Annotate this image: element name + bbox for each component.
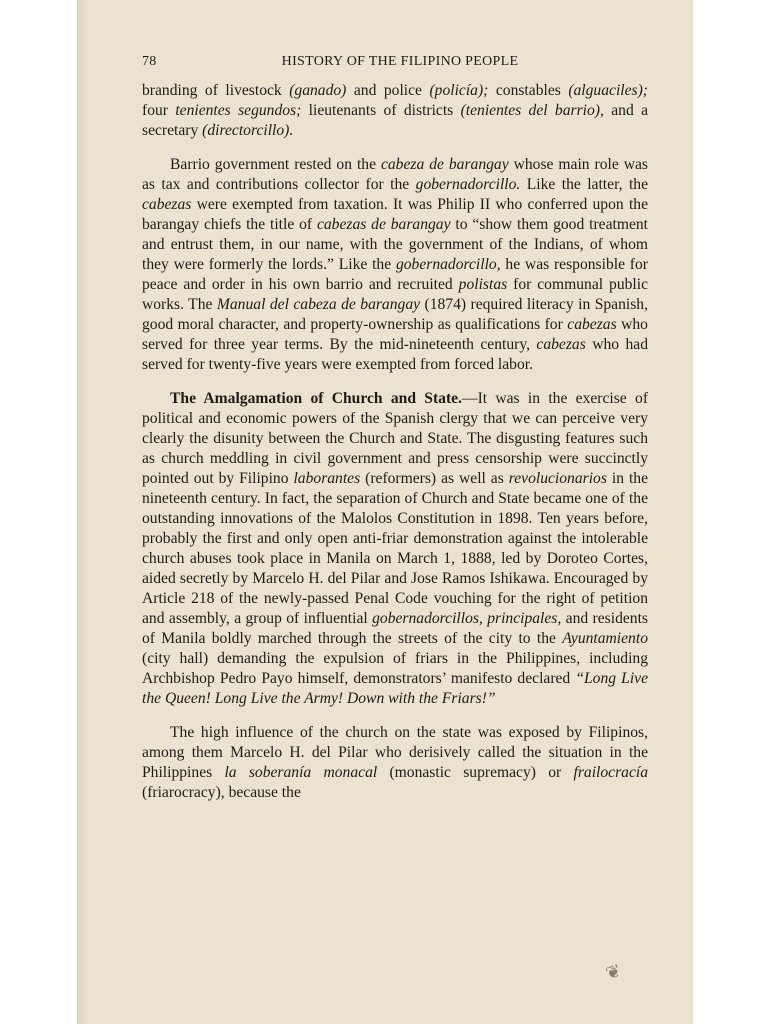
section-heading: The Amalgamation of Church and State. [170, 390, 462, 407]
page-number: 78 [142, 54, 157, 69]
running-title: HISTORY OF THE FILIPINO PEOPLE [281, 54, 519, 69]
page-body [142, 52, 648, 817]
paragraph-friarocracy: The high influence of the church on the state was exposed by Filipinos, among them Marcelo H. del Pilar who derisively called the situation in the Philippines la soberanía monacal (monastic supremacy) or frailocracía (friarocracy), because the [142, 724, 648, 801]
ink-mark: ❦ [603, 960, 624, 985]
page-gutter-shadow [77, 0, 87, 1024]
paragraph-church-and-state: The Amalgamation of Church and State.—It was in the exercise of political and economic powers of the Spanish clergy that we can perceive very clearly the disunity between the Church and State. The disgusting features such as church meddling in civil government and press censorship were succinctly pointed out by Filipino laborantes (reformers) as well as revolucionarios in the nineteenth century. In fact, the separation of Church and State became one of the outstanding innovations of the Malolos Constitution in 1898. Ten years before, probably the first and only open anti-friar demonstration against the intolerable church abuses took place in Manila on March 1, 1888, led by Doroteo Cortes, aided secretly by Marcelo H. del Pilar and Jose Ramos Ishikawa. Encouraged by Article 218 of the newly-passed Penal Code vouching for the right of petition and assembly, a group of influential gobernadorcillos, principales, and residents of Manila boldly marched through the streets of the city to the Ayuntamiento (city hall) demanding the expulsion of friars in the Philippines, including Archbishop Pedro Payo himself, demonstrators’ manifesto declared “Long Live the Queen! Long Live the Army! Down with the Friars!” [142, 390, 649, 707]
paragraph-continuation: branding of livestock (ganado) and police (policía); constables (alguaciles); four tenientes segundos; lieutenants of districts (tenientes del barrio), and a secretary (directorcillo). [142, 82, 648, 139]
book-page [77, 0, 693, 1024]
running-head [142, 52, 648, 72]
paragraph-barrio-government: Barrio government rested on the cabeza de barangay whose main role was as tax and contributions collector for the gobernadorcillo. Like the latter, the cabezas were exempted from taxation. It was Philip II who conferred upon the barangay chiefs the title of cabezas de barangay to “show them good treatment and entrust them, in our name, with the government of the Indians, of whom they were formerly the lords.” Like the gobernadorcillo, he was responsible for peace and order in his own barrio and recruited polistas for communal public works. The Manual del cabeza de barangay (1874) required literacy in Spanish, good moral character, and property-ownership as qualifications for cabezas who served for three year terms. By the mid-nineteenth century, cabezas who had served for twenty-five years were exempted from forced labor. [142, 156, 649, 373]
